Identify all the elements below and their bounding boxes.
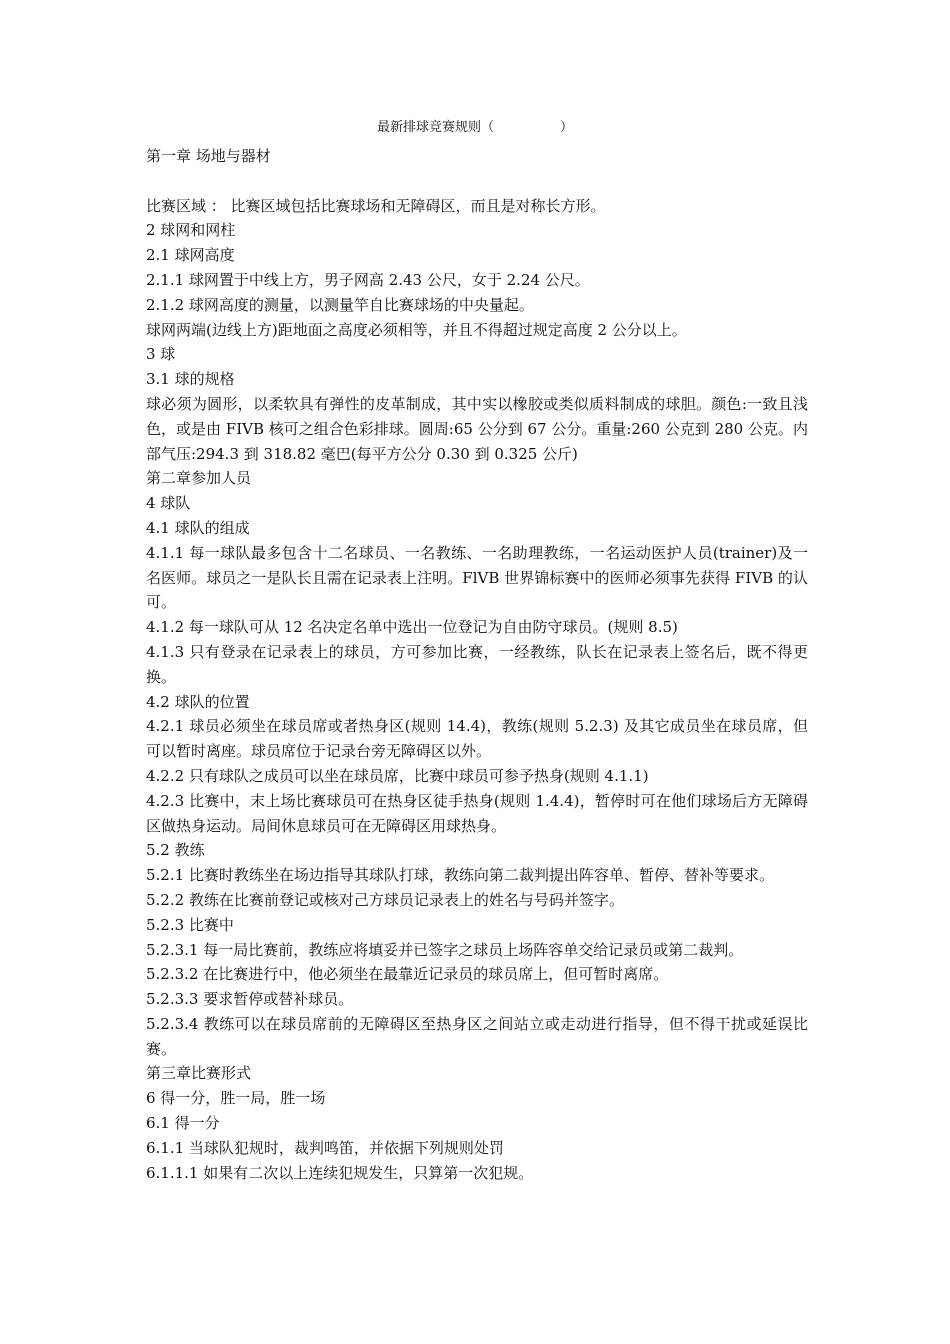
chapter-heading: 第二章参加人员	[146, 469, 252, 488]
section-heading: 2.1 球网高度	[146, 246, 235, 265]
paragraph: 4.2.1 球员必须坐在球员席或者热身区(规则 14.4)，教练(规则 5.2.3) 及其它成员坐在球员席，但可以暂时离座。球员席位于记录台旁无障碍区以外。	[146, 717, 808, 761]
text-line: 2.1.1 球网置于中线上方，男子网高 2.43 公尺，女于 2.24 公尺。	[146, 270, 590, 289]
chapter-heading: 第一章 场地与器材	[146, 147, 271, 165]
section-heading: 3 球	[146, 345, 176, 364]
section-heading: 4.1 球队的组成	[146, 518, 250, 537]
text-line: 球网两端(边线上方)距地面之高度必须相等，并且不得超过规定高度 2 公分以上。	[146, 320, 687, 339]
text-line: 5.2.3.1 每一局比赛前，教练应将填妥并已签字之球员上场阵容单交给记录员或第二裁判。	[146, 940, 744, 959]
paragraph: 4.1.1 每一球队最多包含十二名球员、一名教练、一名助理教练，一名运动医护人员(trainer)及一名医师。球员之一是队长且需在记录表上注明。FlVB 世界锦标赛中的医师必须事先获得 FIVB 的认可。	[146, 543, 808, 612]
text-line: 2.1.2 球网高度的测量，以测量竿自比赛球场的中央量起。	[146, 295, 534, 314]
section-heading: 6 得一分，胜一局，胜一场	[146, 1089, 326, 1108]
text-line: 5.2.3.3 要求暂停或替补球员。	[146, 990, 354, 1009]
text-line: 4.1.2 每一球队可从 12 名决定名单中选出一位登记为自由防守球员。(规则 8.5)	[146, 618, 678, 637]
paragraph: 4.2.3 比赛中，末上场比赛球员可在热身区徒手热身(规则 1.4.4)，暂停时可在他们球场后方无障碍区做热身运动。局间休息球员可在无障碍区用球热身。	[146, 791, 808, 835]
section-heading: 2 球网和网柱	[146, 221, 236, 240]
section-heading: 4.2 球队的位置	[146, 692, 250, 711]
section-heading: 6.1 得一分	[146, 1114, 220, 1133]
text-line: 4.2.2 只有球队之成员可以坐在球员席，比赛中球员可参予热身(规则 4.1.1)	[146, 766, 649, 785]
section-heading: 5.2.3 比赛中	[146, 915, 234, 934]
paragraph: 4.1.3 只有登录在记录表上的球员，方可参加比赛，一经教练，队长在记录表上签名后，既不得更换。	[146, 642, 808, 686]
document-body	[146, 144, 808, 1185]
text-line: 5.2.3.2 在比赛进行中，他必须坐在最靠近记录员的球员席上，但可暂时离席。	[146, 965, 669, 984]
document-title: 最新排球竞赛规则（ ）	[376, 120, 574, 135]
section-heading: 4 球队	[146, 494, 191, 513]
chapter-heading: 第三章比赛形式	[146, 1064, 252, 1083]
paragraph: 5.2.3.4 教练可以在球员席前的无障碍区至热身区之间站立或走动进行指导，但不得干扰或延误比赛。	[146, 1014, 808, 1058]
text-line: 6.1.1 当球队犯规时，裁判鸣笛，并依据下列规则处罚	[146, 1138, 504, 1157]
text-line: 比赛区域 ： 比赛区域包括比赛球场和无障碍区，而且是对称长方形。	[146, 196, 606, 215]
section-heading: 5.2 教练	[146, 841, 205, 860]
text-line: 6.1.1.1 如果有二次以上连续犯规发生，只算第一次犯规。	[146, 1163, 534, 1182]
paragraph: 球必须为圆形，以柔软具有弹性的皮革制成，其中实以橡胶或类似质料制成的球胆。颜色:一致且浅色，或是由 FIVB 核可之组合色彩排球。圆周:65 公分到 67 公分。重量:260 公克到 280 公克。内部气压:294.3 到 318.82 毫巴(每平方公分 0.30 到 0.325 公斤)	[146, 394, 808, 463]
paragraph: 5.2.1 比赛时教练坐在场边指导其球队打球，教练向第二裁判提出阵容单、暂停、替补等要求。	[146, 866, 774, 885]
section-heading: 3.1 球的规格	[146, 370, 235, 389]
blank-line	[146, 169, 808, 194]
text-line: 5.2.2 教练在比赛前登记或核对己方球员记录表上的姓名与号码并签字。	[146, 890, 624, 909]
